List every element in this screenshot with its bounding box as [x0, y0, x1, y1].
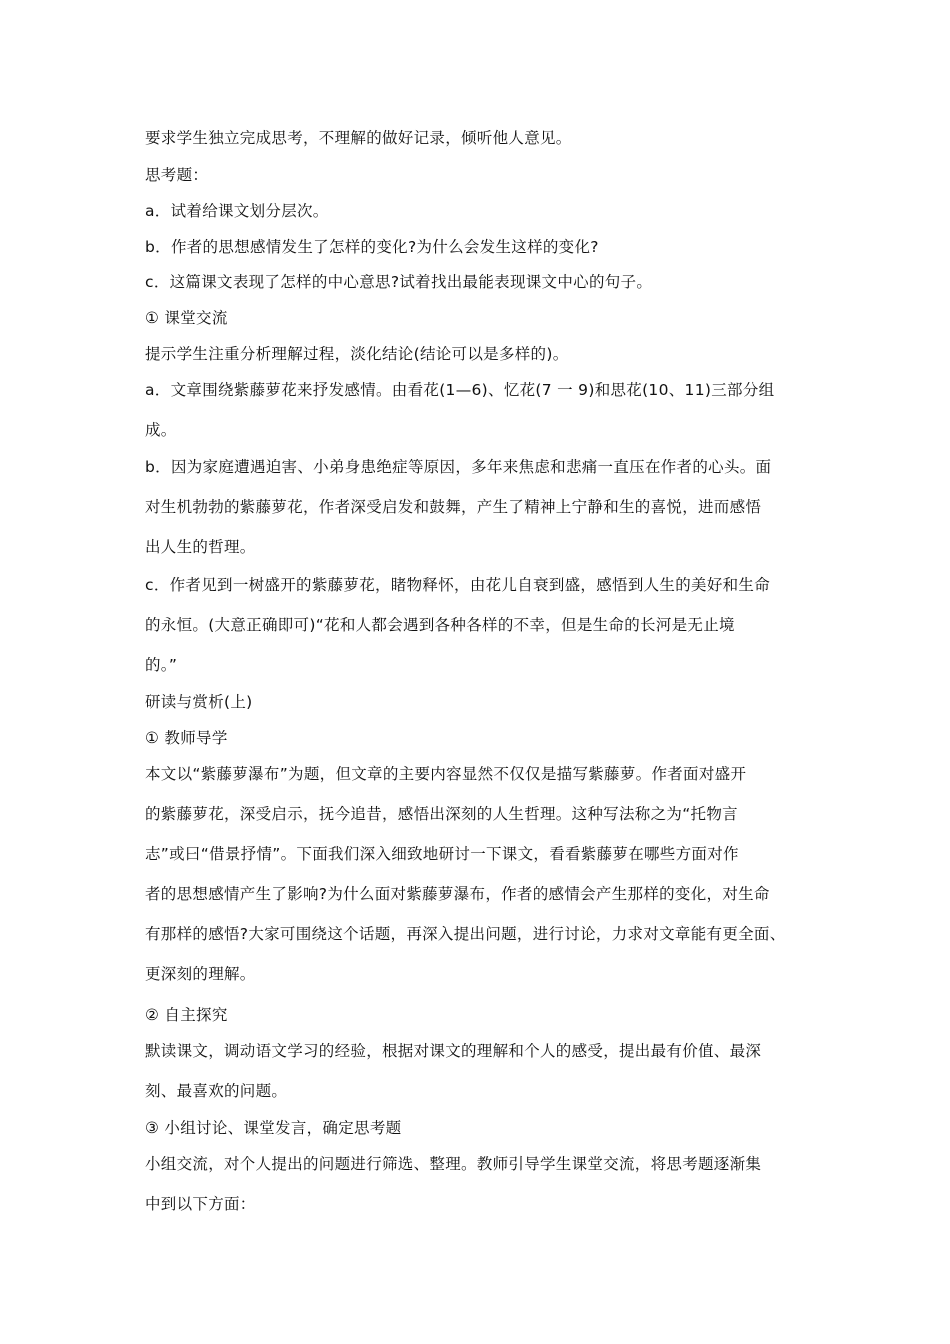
paragraph-line: b．作者的思想感情发生了怎样的变化?为什么会发生这样的变化?: [145, 238, 599, 256]
section-heading: ③ 小组讨论、课堂发言，确定思考题: [145, 1119, 402, 1137]
section-heading: ① 教师导学: [145, 729, 228, 747]
paragraph-line: c．这篇课文表现了怎样的中心意思?试着找出最能表现课文中心的句子。: [145, 273, 653, 291]
paragraph-line: 对生机勃勃的紫藤萝花，作者深受启发和鼓舞，产生了精神上宁静和生的喜悦，进而感悟: [145, 498, 762, 516]
heading-line: 思考题：: [145, 166, 209, 184]
paragraph-line: 者的思想感情产生了影响?为什么面对紫藤萝瀑布，作者的感情会产生那样的变化，对生命: [145, 885, 770, 903]
paragraph-line: 的。”: [145, 656, 178, 674]
paragraph-line: 出人生的哲理。: [145, 538, 256, 556]
paragraph-line: 有那样的感悟?大家可围绕这个话题，再深入提出问题，进行讨论，力求对文章能有更全面、: [145, 925, 786, 943]
paragraph-line: b．因为家庭遭遇迫害、小弟身患绝症等原因，多年来焦虑和悲痛一直压在作者的心头。面: [145, 458, 772, 476]
paragraph-line: 提示学生注重分析理解过程，淡化结论(结论可以是多样的)。: [145, 345, 569, 363]
paragraph-line: 本文以“紫藤萝瀑布”为题，但文章的主要内容显然不仅仅是描写紫藤萝。作者面对盛开: [145, 765, 747, 783]
paragraph-line: 的永恒。(大意正确即可)“花和人都会遇到各种各样的不幸，但是生命的长河是无止境: [145, 616, 735, 634]
paragraph-line: 更深刻的理解。: [145, 965, 256, 983]
paragraph-line: 中到以下方面：: [145, 1195, 256, 1213]
paragraph-line: a．试着给课文划分层次。: [145, 202, 329, 220]
paragraph-line: 小组交流，对个人提出的问题进行筛选、整理。教师引导学生课堂交流，将思考题逐渐集: [145, 1155, 762, 1173]
paragraph-line: c．作者见到一树盛开的紫藤萝花，睹物释怀，由花儿自衰到盛，感悟到人生的美好和生命: [145, 576, 771, 594]
section-heading: 研读与赏析(上): [145, 693, 253, 711]
section-heading: ② 自主探究: [145, 1006, 228, 1024]
paragraph-line: a．文章围绕紫藤萝花来抒发感情。由看花(1—6)、忆花(7 一 9)和思花(10、11)三部分组: [145, 381, 775, 399]
paragraph-line: 要求学生独立完成思考，不理解的做好记录，倾听他人意见。: [145, 129, 572, 147]
paragraph-line: 志”或曰“借景抒情”。下面我们深入细致地研讨一下课文，看看紫藤萝在哪些方面对作: [145, 845, 739, 863]
section-heading: ① 课堂交流: [145, 309, 228, 327]
paragraph-line: 默读课文，调动语文学习的经验，根据对课文的理解和个人的感受，提出最有价值、最深: [145, 1042, 762, 1060]
paragraph-line: 的紫藤萝花，深受启示，抚今追昔，感悟出深刻的人生哲理。这种写法称之为“托物言: [145, 805, 738, 823]
paragraph-line: 刻、最喜欢的问题。: [145, 1082, 288, 1100]
paragraph-line: 成。: [145, 421, 177, 439]
